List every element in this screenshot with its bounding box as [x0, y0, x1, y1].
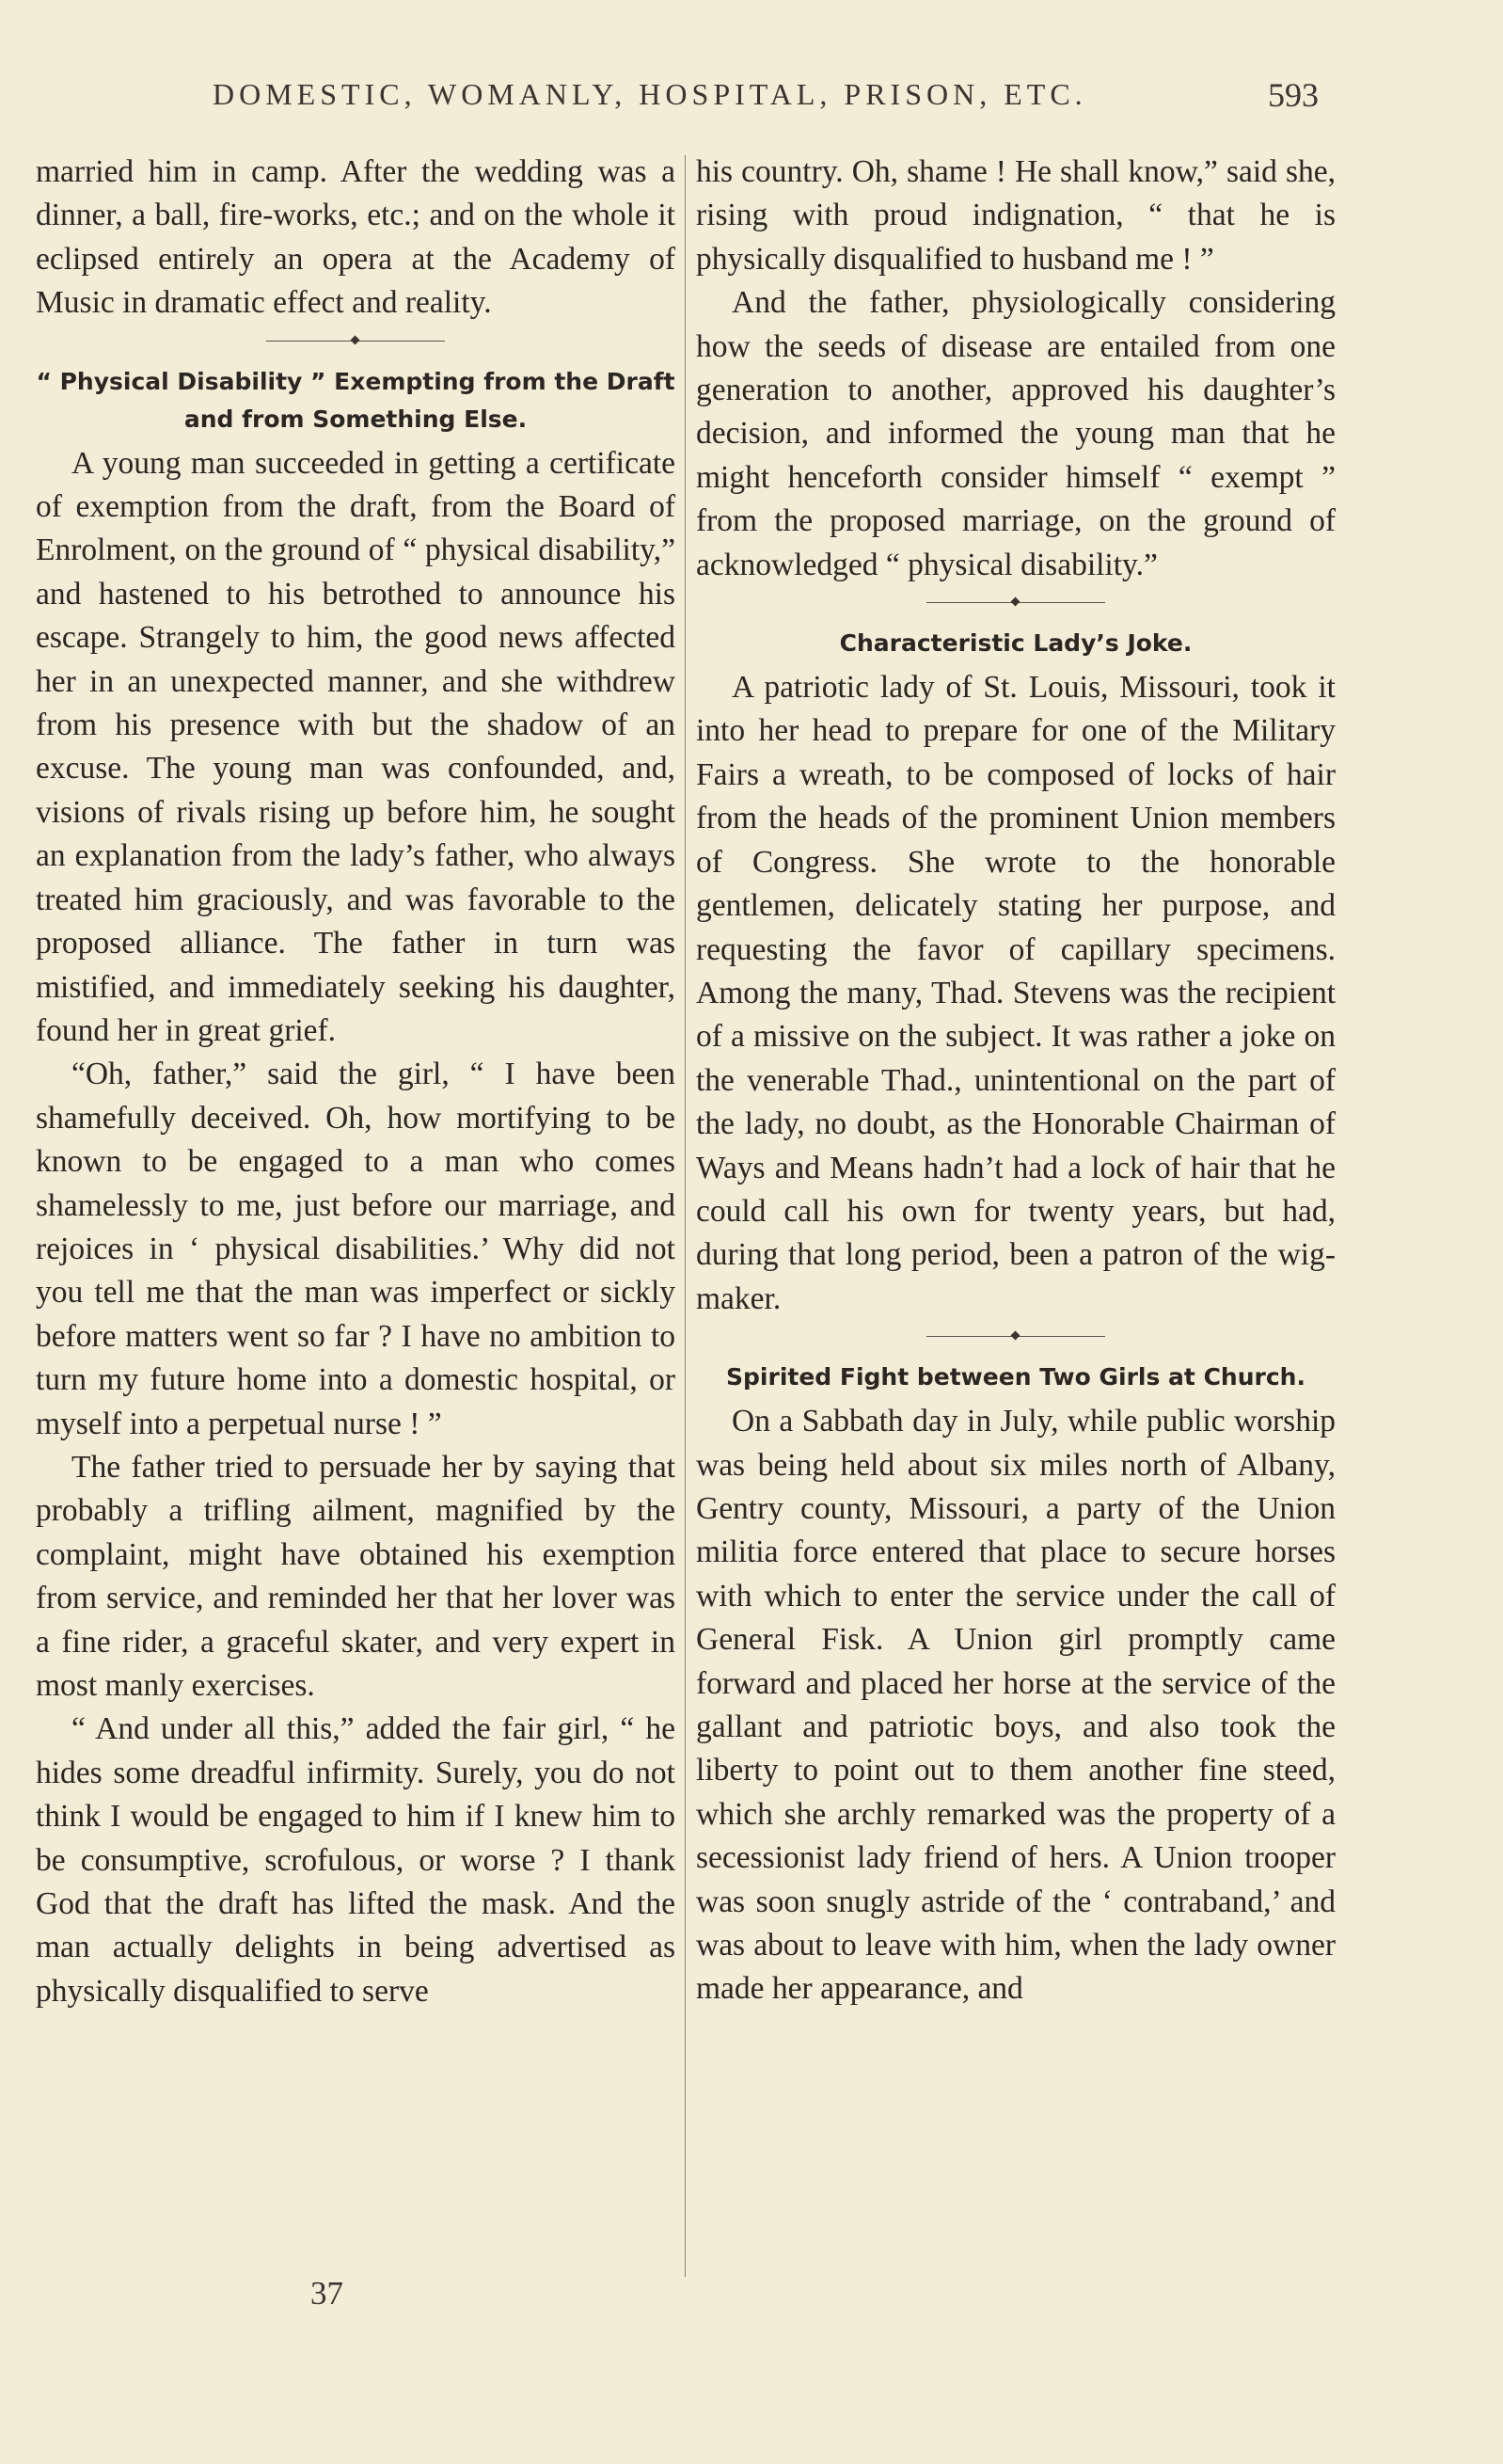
section-divider: [36, 326, 675, 358]
paragraph: A patriotic lady of St. Louis, Missouri, took it into her head to prepare for one of the Military Fairs a wreath, to be composed of locks of hair from the heads of the prominent Union members of Congress. She wrote to the honorable gentlemen, delicately stating her purpose, and requesting the favor of capillary specimens. Among the many, Thad. Stevens was the recipient of a missive on the subject. It was rather a joke on the venerable Thad., unintentional on the part of the lady, no doubt, as the Honorable Chairman of Ways and Means hadn’t had a lock of hair that he could call his own for twenty years, but had, during that long period, been a patron of the wig-maker.: [696, 670, 1336, 1316]
paragraph: On a Sabbath day in July, while public worship was being held about six miles north of Albany, Gentry county, Missouri, a party of the Union militia force entered that place to secure horses with which to enter the service under the call of General Fisk. A Union girl promptly came forward and placed her horse at the service of the gallant and patriotic boys, and also took the liberty to point out to them another fine steed, which she archly remarked was the property of a secessionist lady friend of hers. A Union trooper was soon snugly astride of the ‘ contraband,’ and was about to leave with him, when the lady owner made her appearance, and: [696, 1404, 1336, 2007]
right-column: [696, 151, 1336, 2011]
signature-mark: 37: [310, 2275, 343, 2312]
divider-ornament: [351, 335, 360, 344]
paragraph: married him in camp. After the wedding was a dinner, a ball, fire-works, etc.; and on the whole it eclipsed entirely an opera at the Academy of Music in dramatic effect and reality.: [36, 154, 675, 321]
page-number: 593: [1268, 76, 1319, 114]
left-column: [36, 151, 675, 2013]
column-rule: [685, 155, 686, 2277]
divider-ornament: [1011, 597, 1020, 607]
section-heading: Spirited Fight between Two Girls at Church.: [726, 1363, 1305, 1391]
paragraph: And the father, physiologically considering how the seeds of disease are entailed from one generation to another, approved his daughter’s decision, and informed the young man that he might henceforth consider himself “ exempt ” from the proposed marriage, on the ground of acknowledged “ physical disability.”: [696, 285, 1336, 582]
section-divider: [696, 1321, 1336, 1353]
paragraph: “ And under all this,” added the fair girl, “ he hides some dreadful infirmity. Surely, you do not think I would be engaged to him if I knew him to be consumptive, scrofulous, or worse ? I thank God that the draft has lifted the mask. And the man actually delights in being advertised as physically disqualified to serve: [36, 1711, 675, 2009]
section-divider: [696, 587, 1336, 619]
paragraph: The father tried to persuade her by saying that probably a trifling ailment, magnified by the complaint, might have obtained his exemption from service, and reminded her that her lover was a fine rider, a graceful skater, and very expert in most manly exercises.: [36, 1449, 675, 1703]
section-heading: “ Physical Disability ” Exempting from the Draft and from Something Else.: [36, 367, 675, 433]
paragraph: “Oh, father,” said the girl, “ I have been shamefully deceived. Oh, how mortifying to be known to be engaged to a man who comes shamelessly to me, just before our marriage, and rejoices in ‘ physical disabilities.’ Why did not you tell me that the man was imperfect or sickly before matters went so far ? I have no ambition to turn my future home into a domestic hospital, or myself into a perpetual nurse ! ”: [36, 1057, 675, 1441]
divider-ornament: [1011, 1331, 1020, 1341]
section-heading: Characteristic Lady’s Joke.: [839, 629, 1193, 658]
running-header: DOMESTIC, WOMANLY, HOSPITAL, PRISON, ETC.: [213, 77, 1087, 111]
paragraph: his country. Oh, shame ! He shall know,” said she, rising with proud indignation, “ that he is physically disqualified to husband me ! ”: [696, 154, 1336, 277]
paragraph: A young man succeeded in getting a certificate of exemption from the draft, from the Board of Enrolment, on the ground of “ physical disability,” and hastened to his betrothed to announce his escape. Strangely to him, the good news affected her in an unexpected manner, and she withdrew from his presence with but the shadow of an excuse. The young man was confounded, and, visions of rivals rising up before him, he sought an explanation from the lady’s father, who always treated him graciously, and was favorable to the proposed alliance. The father in turn was mistified, and immediately seeking his daughter, found her in great grief.: [36, 445, 675, 1048]
